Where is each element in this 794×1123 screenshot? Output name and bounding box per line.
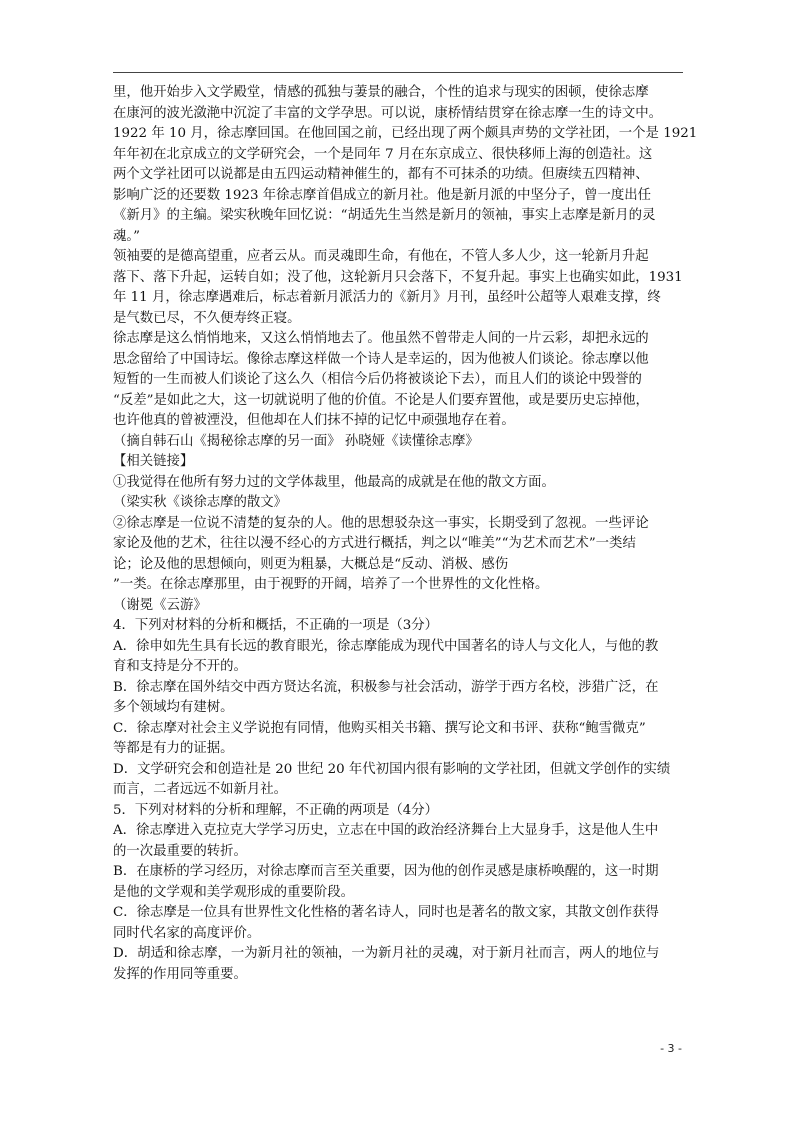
text-line: 论；论及他的思想倾向，则更为粗暴，大概总是“反动、消极、感伤 xyxy=(113,556,509,572)
text-line: 的一次最重要的转折。 xyxy=(113,843,247,859)
text-line: 魂。” xyxy=(113,228,140,244)
text-line: C．徐志摩是一位具有世界性文化性格的著名诗人，同时也是著名的散文家，其散文创作获得 xyxy=(113,905,659,920)
text-line: （梁实秋《谈徐志摩的散文》 xyxy=(113,495,288,510)
text-line: 【相关链接】 xyxy=(113,454,194,469)
text-line: 短暂的一生而被人们谈论了这么久（相信今后仍将被谈论下去），而且人们的谈论中毁誉的 xyxy=(113,372,642,387)
document-body xyxy=(113,83,698,985)
text-line: C．徐志摩对社会主义学说抱有同情，他购买相关书籍、撰写论文和书评、获称“鲍雪微克” xyxy=(113,720,646,736)
text-line: 是气数已尽，不久便寿终正寝。 xyxy=(113,310,301,326)
text-line: 育和支持是分不开的。 xyxy=(113,659,247,674)
text-line: （谢冕《云游》 xyxy=(113,597,207,613)
text-line: 同时代名家的高度评价。 xyxy=(113,925,261,941)
text-line: 落下、落下升起，运转自如；没了他，这轮新月只会落下，不复升起。事实上也确实如此，1931 xyxy=(113,269,683,285)
text-line: 发挥的作用同等重要。 xyxy=(113,966,247,982)
text-line: 4．下列对材料的分析和概括，不正确的一项是（3分） xyxy=(113,618,439,633)
text-line: A．徐志摩进入克拉克大学学习历史，立志在中国的政治经济舞台上大显身手，这是他人生中 xyxy=(113,823,659,838)
text-line: 两个文学社团可以说都是由五四运动精神催生的，都有不可抹杀的功绩。但赓续五四精神、 xyxy=(113,167,649,182)
text-line: 而言，二者远远不如新月社。 xyxy=(113,782,288,797)
text-line: 是他的文学观和美学观形成的重要阶段。 xyxy=(113,884,355,900)
text-line: A．徐申如先生具有长远的教育眼光，徐志摩能成为现代中国著名的诗人与文化人，与他的教 xyxy=(113,638,659,654)
text-line: 思念留给了中国诗坛。像徐志摩这样做一个诗人是幸运的，因为他被人们谈论。徐志摩以他 xyxy=(113,351,649,367)
text-line: ①我觉得在他所有努力过的文学体裁里，他最高的成就是在他的散文方面。 xyxy=(113,474,555,490)
text-line: （摘自韩石山《揭秘徐志摩的另一面》 孙晓娅《读懂徐志摩》 xyxy=(113,433,479,449)
text-line: 家论及他的艺术，往往以漫不经心的方式进行概括，判之以“唯美”“为艺术而艺术”一类结 xyxy=(113,536,636,551)
page-number: - 3 - xyxy=(660,1042,682,1055)
text-line: “反差”是如此之大，这一切就说明了他的价值。不论是人们要弃置他，或是要历史忘掉他， xyxy=(113,392,649,408)
text-line: D．胡适和徐志摩，一为新月社的领袖，一为新月社的灵魂，对于新月社而言，两人的地位与 xyxy=(113,946,660,961)
text-line: 也许他真的曾被湮没，但他却在人们抹不掉的记忆中顽强地存在着。 xyxy=(113,413,515,428)
text-line: ”一类。在徐志摩那里，由于视野的开阔，培养了一个世界性的文化性格。 xyxy=(113,577,549,592)
text-line: 《新月》的主编。梁实秋晚年回忆说：“胡适先生当然是新月的领袖，事实上志摩是新月的灵 xyxy=(113,208,656,223)
text-line: 5．下列对材料的分析和理解，不正确的两项是（4分） xyxy=(113,802,439,818)
text-line: D．文学研究会和创造社是 20 世纪 20 年代初国内很有影响的文学社团，但就文学创作的实绩 xyxy=(113,761,671,777)
text-line: 等都是有力的证据。 xyxy=(113,741,234,756)
text-line: 年年初在北京成立的文学研究会，一个是同年 7 月在东京成立、很快移师上海的创造社。这 xyxy=(113,146,653,162)
text-line: 里，他开始步入文学殿堂，情感的孤独与萋景的融合，个性的追求与现实的困顿，使徐志摩 xyxy=(113,85,649,100)
text-line: 领袖要的是德高望重，应者云从。而灵魂即生命，有他在，不管人多人少，这一轮新月升起 xyxy=(113,249,649,264)
text-line: 多个领域均有建树。 xyxy=(113,700,234,715)
text-line: ②徐志摩是一位说不清楚的复杂的人。他的思想驳杂这一事实，长期受到了忽视。一些评论 xyxy=(113,515,649,531)
text-line: 年 11 月，徐志摩遇难后，标志着新月派活力的《新月》月刊，虽经叶公超等人艰难支撑，终 xyxy=(113,290,661,305)
text-line: 徐志摩是这么悄悄地来，又这么悄悄地去了。他虽然不曾带走人间的一片云彩，却把永远的 xyxy=(113,331,649,346)
text-line: B．徐志摩在国外结交中西方贤达名流，积极参与社会活动，游学于西方名校，涉猎广泛，在 xyxy=(113,679,659,695)
text-line: 影响广泛的还要数 1923 年徐志摩首倡成立的新月社。他是新月派的中坚分子，曾一度出任 xyxy=(113,187,652,203)
text-line: 在康河的波光潋滟中沉淀了丰富的文学孕思。可以说，康桥情结贯穿在徐志摩一生的诗文中。 xyxy=(113,105,663,121)
header-rule xyxy=(113,72,683,73)
text-line: B．在康桥的学习经历，对徐志摩而言至关重要，因为他的创作灵感是康桥唤醒的，这一时期 xyxy=(113,864,659,879)
text-line: 1922 年 10 月，徐志摩回国。在他回国之前，已经出现了两个颇具声势的文学社团，一个是 1921 xyxy=(113,126,698,141)
